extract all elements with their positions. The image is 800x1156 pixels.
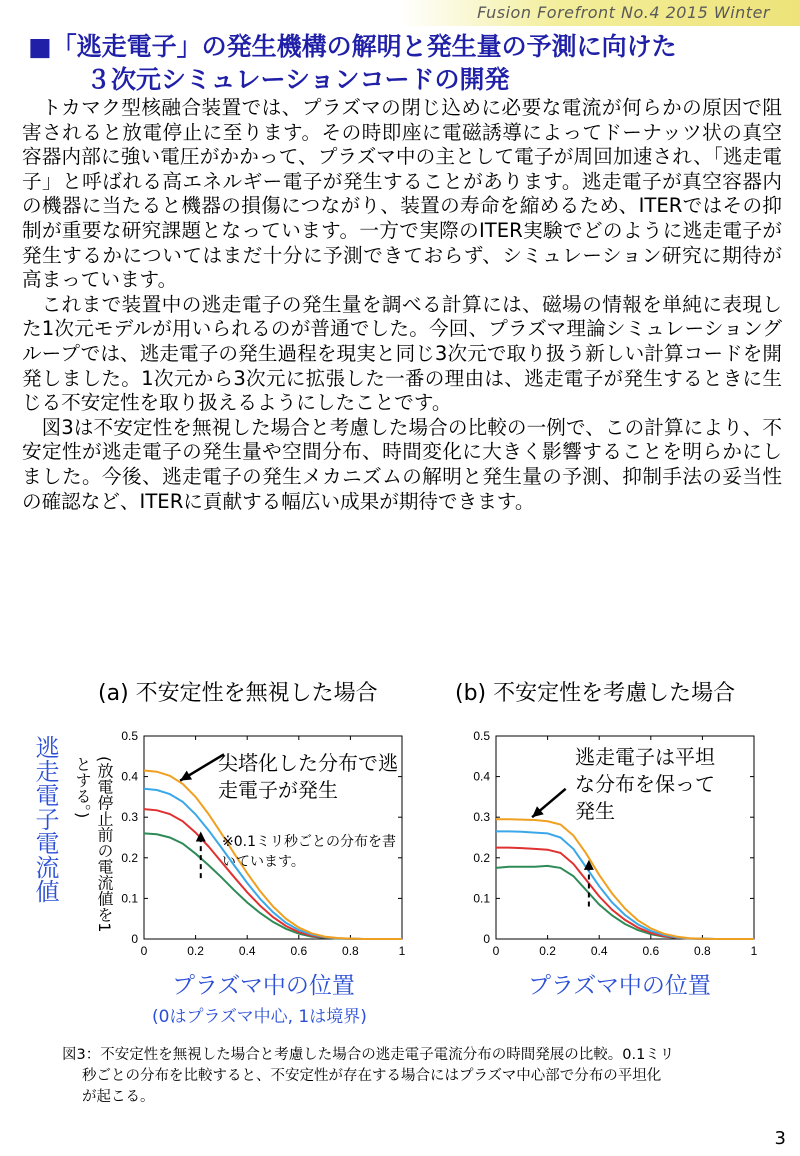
x-tick-label: 0.8 (342, 944, 359, 958)
x-tick-label: 0.2 (187, 944, 204, 958)
annotation-a: 尖塔化した分布で逃走電子が発生 (218, 751, 398, 802)
x-tick-label: 0.6 (290, 944, 308, 958)
y-tick-label: 0.2 (473, 850, 490, 865)
y-tick-label: 0 (483, 932, 490, 946)
article-title (28, 30, 788, 96)
x-tick-label: 1 (398, 944, 406, 958)
y-tick-label: 0.3 (473, 810, 490, 825)
paragraph-2: これまで装置中の逃走電子の発生量を調べる計算には、磁場の情報を単純に表現した1次元モデルが用いられるのが普通でした。今回、プラズマ理論シミュレーショングループでは、逃走電子の発生過程を現実と同じ3次元で取り扱う新しい計算コードを開発しました。1次元から3次元に拡張した一番の理由は、逃走電子が発生するときに生じる不安定性を取り扱えるようにしたことです。 (22, 292, 782, 415)
y-tick-label: 0.5 (121, 729, 138, 743)
caption-label: 図3： (62, 1047, 101, 1063)
article-body (22, 96, 782, 514)
series-line-2 (496, 848, 754, 939)
series-line-1 (496, 866, 754, 939)
x-tick-label: 0 (492, 944, 500, 958)
caption-line-3: が起こる。 (82, 1089, 155, 1105)
paragraph-1: トカマク型核融合装置では、プラズマの閉じ込めに必要な電流が何らかの原因で阻害されると放電停止に至ります。その時即座に電磁誘導によってドーナッツ状の真空容器内部に強い電圧がかかって、プラズマ中の主として電子が周回加速され、「逃走電子」と呼ばれる高エネルギー電子が発生することがあります。逃走電子が真空容器内の機器に当たると機器の損傷につながり、装置の寿命を縮めるため、ITERではその抑制が重要な研究課題となっています。一方で実際のITER実験でどのように逃走電子が発生するかについてはまだ十分に予測できておらず、シミュレーション研究に期待が高まっています。 (22, 96, 782, 292)
x-axis-label-b: プラズマ中の位置 (528, 973, 711, 999)
y-axis-label: 逃走電子電流値 (31, 735, 59, 903)
y-tick-label: 0.4 (473, 769, 490, 784)
y-tick-label: 0.3 (121, 810, 138, 825)
x-axis-label-a: プラズマ中の位置 (172, 973, 355, 999)
figure-caption (62, 1045, 782, 1108)
y-tick-label: 0.2 (121, 850, 138, 865)
figure-title-a: (a) 不安定性を無視した場合 (98, 681, 378, 706)
x-tick-label: 0.8 (694, 944, 711, 958)
page-number: 3 (774, 1128, 786, 1149)
y-tick-label: 0.5 (473, 729, 490, 743)
paragraph-3: 図3は不安定性を無視した場合と考慮した場合の比較の一例で、この計算により、不安定性が逃走電子の発生量や空間分布、時間変化に大きく影響することを明らかにしました。今後、逃走電子の発生メカニズムの解明と発生量の予測、抑制手法の妥当性の確認など、ITERに貢献する幅広い成果が期待できます。 (22, 415, 782, 513)
y-tick-label: 0.1 (473, 891, 490, 906)
annotation-b: 逃走電子は平坦な分布を保って発生 (575, 745, 715, 823)
note-a: ※0.1ミリ秒ごとの分布を書いています。 (222, 834, 396, 870)
y-tick-label: 0.1 (121, 891, 138, 906)
title-line-2: ３次元シミュレーションコードの開発 (86, 65, 510, 94)
caption-line-1: 不安定性を無視した場合と考慮した場合の逃走電子電流分布の時間発展の比較。0.1ミリ (100, 1047, 675, 1063)
figure-title-b: (b) 不安定性を考慮した場合 (455, 681, 736, 706)
header-band (400, 0, 800, 26)
x-tick-label: 0 (140, 944, 148, 958)
x-tick-label: 0.2 (539, 944, 556, 958)
title-marker: ■ (28, 32, 52, 61)
x-tick-label: 1 (750, 944, 758, 958)
caption-line-2: 秒ごとの分布を比較すると、不安定性が存在する場合にはプラズマ中心部で分布の平坦化 (82, 1068, 662, 1084)
x-tick-label: 0.4 (590, 944, 608, 958)
series-line-2 (144, 809, 402, 939)
x-tick-label: 0.6 (642, 944, 660, 958)
journal-header: Fusion Forefront No.4 2015 Winter (477, 3, 770, 22)
y-tick-label: 0 (131, 932, 138, 946)
x-axis-sublabel: (0はプラズマ中心, 1は境界) (152, 1007, 367, 1027)
y-axis-sublabel: (放電停止前の電流値を1とする。) (73, 756, 114, 933)
title-line-1: 「逃走電子」の発生機構の解明と発生量の予測に向けた (51, 32, 677, 61)
y-tick-label: 0.4 (121, 769, 138, 784)
x-tick-label: 0.4 (238, 944, 256, 958)
